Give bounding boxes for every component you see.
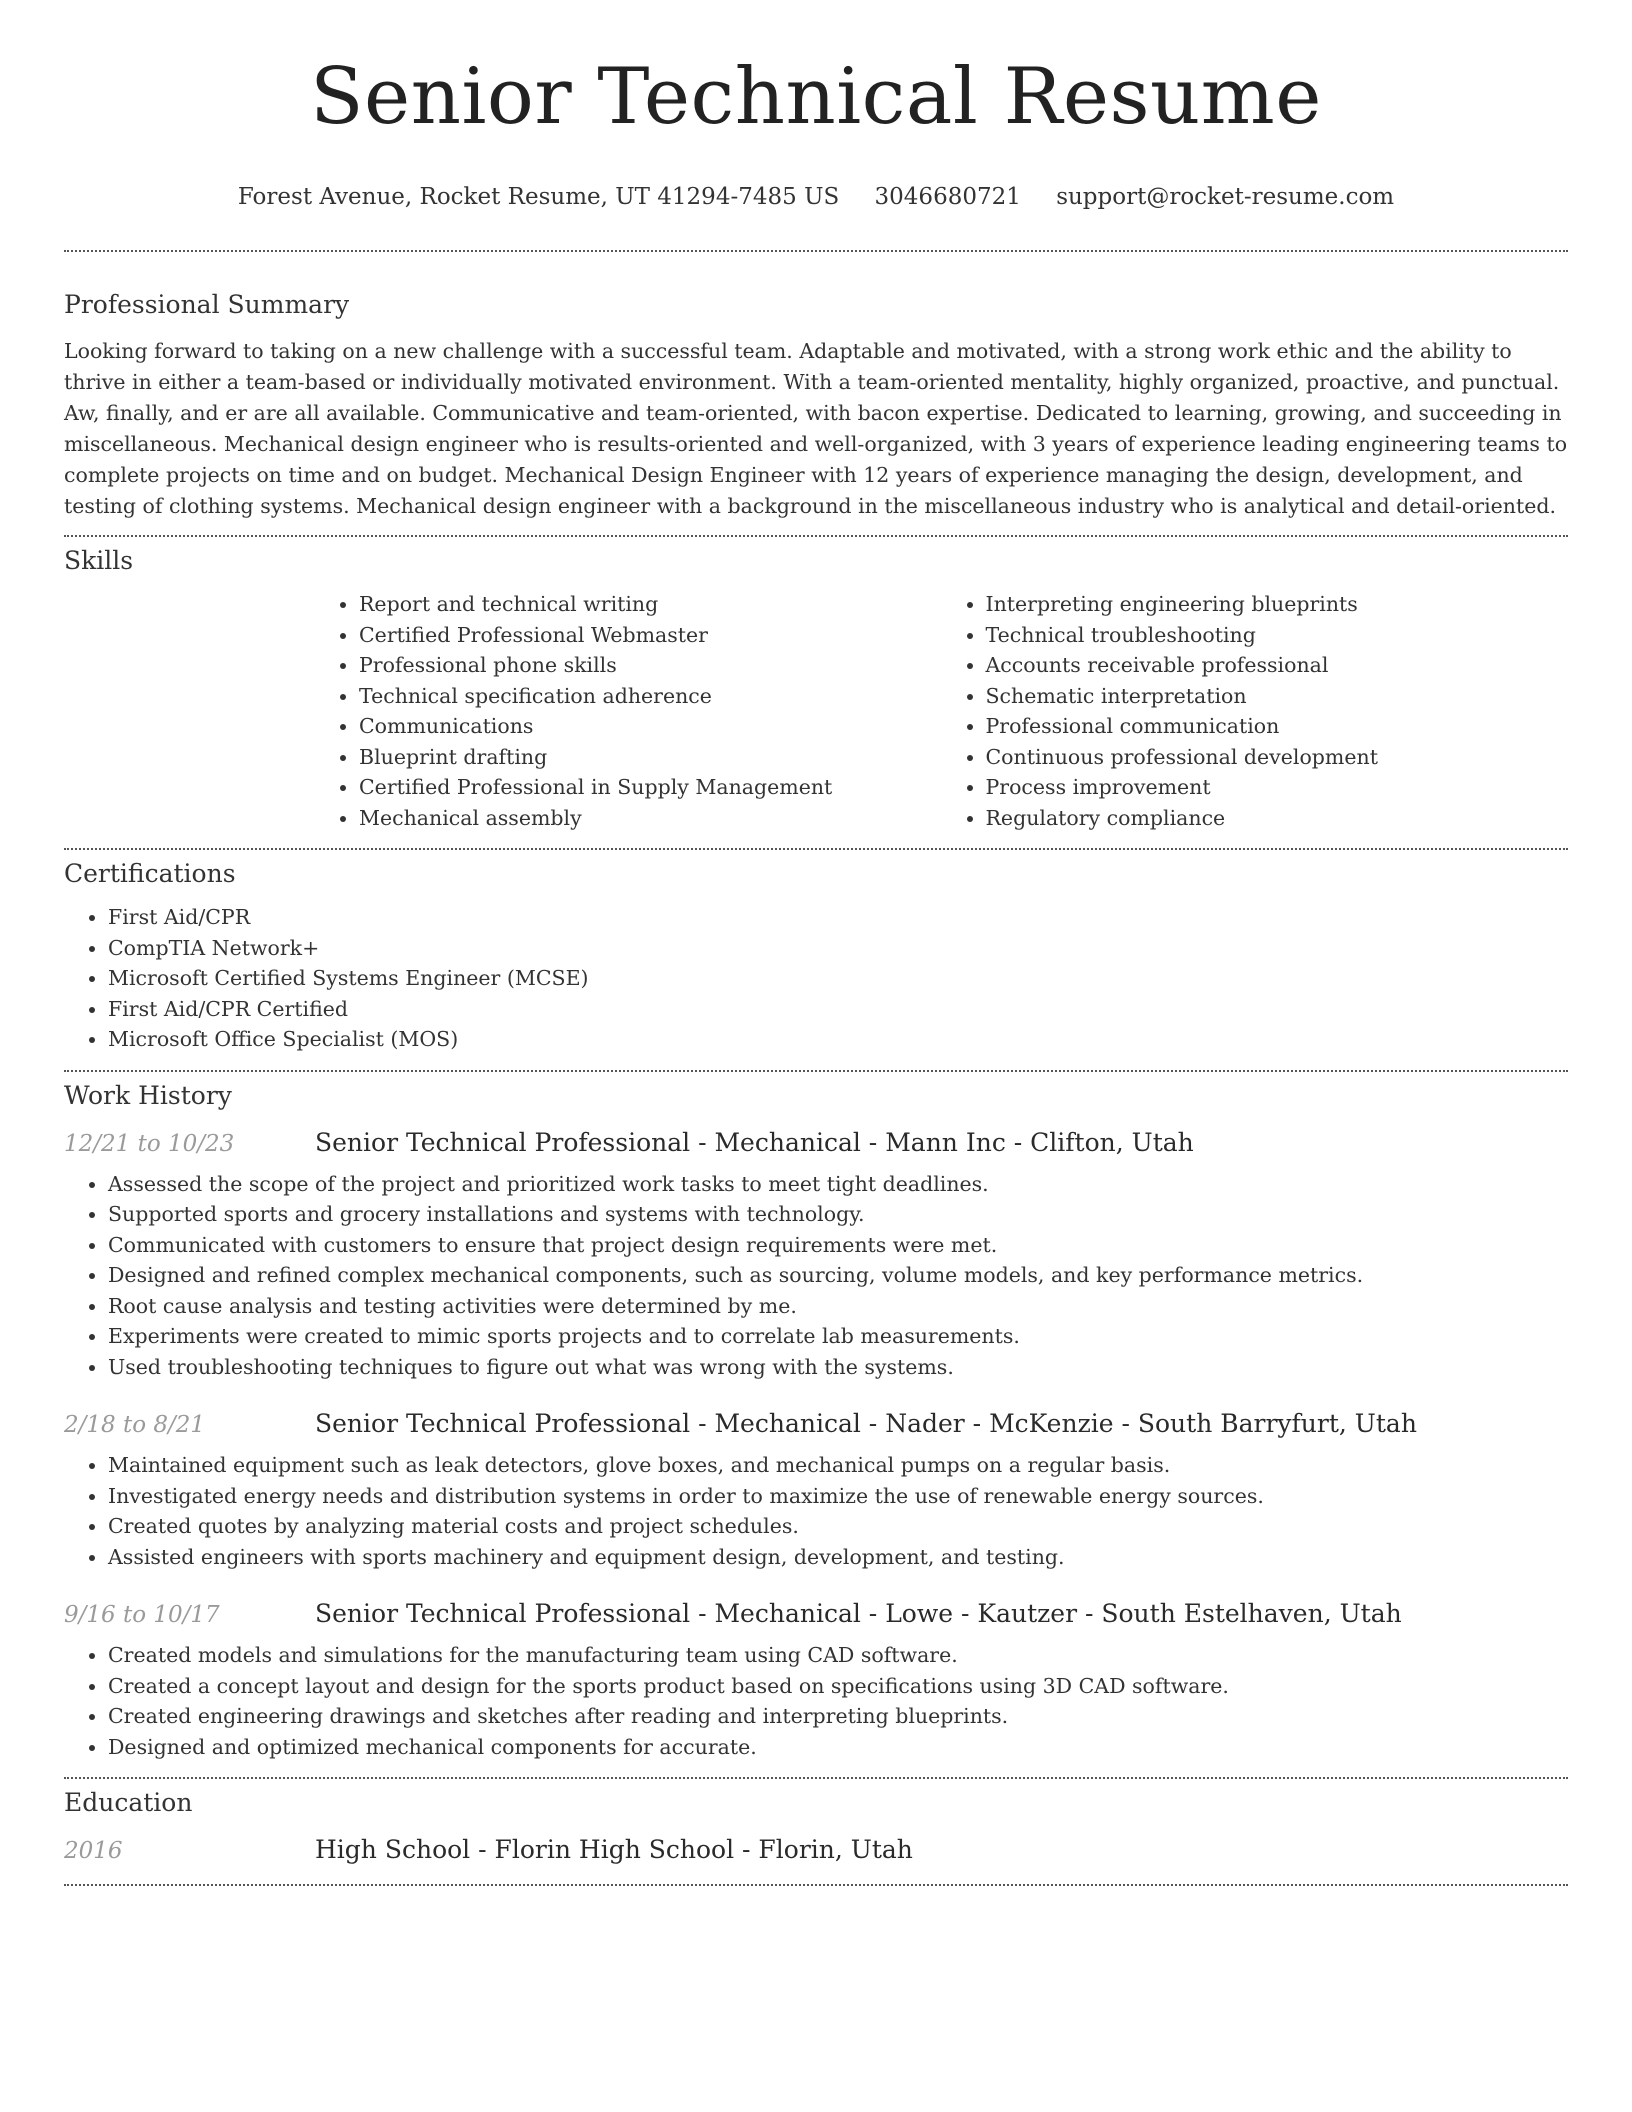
job-header — [64, 1409, 1568, 1438]
job-bullets — [64, 1450, 1568, 1572]
job-header — [64, 1128, 1568, 1157]
section-title-summary: Professional Summary — [64, 290, 350, 319]
list-item: • Interpreting engineering blueprints — [986, 589, 1569, 620]
list-item: • Schematic interpretation — [986, 681, 1569, 712]
section-title-skills: Skills — [64, 546, 134, 575]
list-item: • Certified Professional Webmaster — [359, 620, 942, 651]
job-entry — [64, 1409, 1568, 1572]
skills-columns — [315, 589, 1568, 833]
summary-section — [64, 290, 1568, 522]
list-item: • Created quotes by analyzing material costs and project schedules. — [108, 1511, 1568, 1542]
list-item: • Created models and simulations for the manufacturing team using CAD software. — [108, 1640, 1568, 1671]
list-item: • Technical specification adherence — [359, 681, 942, 712]
list-item: • Created a concept layout and design for the sports product based on specifications using 3D CAD software. — [108, 1671, 1568, 1702]
list-item: • Designed and refined complex mechanical components, such as sourcing, volume models, and key performance metrics. — [108, 1260, 1568, 1291]
list-item: • Process improvement — [986, 772, 1569, 803]
section-title-education: Education — [64, 1788, 193, 1817]
skills-section — [64, 546, 1568, 833]
list-item: • Designed and optimized mechanical components for accurate. — [108, 1732, 1568, 1763]
resume-title: Senior Technical Resume — [310, 52, 1322, 142]
phone: 3046680721 — [874, 184, 1021, 210]
email: support@rocket-resume.com — [1056, 184, 1395, 210]
job-title: Senior Technical Professional - Mechanical - Nader - McKenzie - South Barryfurt, Utah — [315, 1409, 1417, 1438]
list-item: • Blueprint drafting — [359, 742, 942, 773]
address: Forest Avenue, Rocket Resume, UT 41294-7485 US — [237, 184, 840, 210]
contact-line — [64, 182, 1568, 212]
job-bullets — [64, 1640, 1568, 1762]
education-year: 2016 — [64, 1838, 123, 1864]
list-item: • Experiments were created to mimic sports projects and to correlate lab measurements. — [108, 1321, 1568, 1352]
list-item: • Professional communication — [986, 711, 1569, 742]
education-entry — [64, 1835, 1568, 1864]
list-item: • Microsoft Certified Systems Engineer (MCSE) — [108, 963, 1568, 994]
job-header — [64, 1599, 1568, 1628]
certifications-list — [64, 902, 1568, 1055]
list-item: • CompTIA Network+ — [108, 933, 1568, 964]
education-degree: High School - Florin High School - Florin, Utah — [315, 1835, 913, 1864]
divider — [64, 1070, 1568, 1072]
divider — [64, 848, 1568, 850]
list-item: • Accounts receivable professional — [986, 650, 1569, 681]
job-dates: 2/18 to 8/21 — [64, 1412, 206, 1438]
list-item: • Supported sports and grocery installations and systems with technology. — [108, 1199, 1568, 1230]
job-bullets — [64, 1169, 1568, 1383]
summary-text: Looking forward to taking on a new challenge with a successful team. Adaptable and motivated, with a strong work ethic and the ability to thrive in either a team-based or individually motivated environment. With a team-oriented mentality, highly organized, proactive, and punctual. Aw, finally, and er are all available. Communicative and team-oriented, with bacon expertise. Dedicated to learning, growing, and succeeding in miscellaneous. Mechanical design engineer who is results-oriented and well-organized, with 3 years of experience leading engineering teams to complete projects on time and on budget. Mechanical Design Engineer with 12 years of experience managing the design, development, and testing of clothing systems. Mechanical design engineer with a background in the miscellaneous industry who is analytical and detail-oriented. — [64, 339, 1568, 518]
list-item: • Microsoft Office Specialist (MOS) — [108, 1024, 1568, 1055]
education-section — [64, 1788, 1568, 1864]
section-title-work-history: Work History — [64, 1080, 232, 1110]
job-title: Senior Technical Professional - Mechanical - Lowe - Kautzer - South Estelhaven, Utah — [315, 1599, 1402, 1628]
work-history-section — [64, 1081, 1568, 1763]
list-item: • Regulatory compliance — [986, 803, 1569, 834]
list-item: • Communications — [359, 711, 942, 742]
job-entry — [64, 1599, 1568, 1762]
divider — [64, 250, 1568, 252]
list-item: • Communicated with customers to ensure that project design requirements were met. — [108, 1230, 1568, 1261]
job-title: Senior Technical Professional - Mechanical - Mann Inc - Clifton, Utah — [315, 1127, 1194, 1157]
list-item: • Certified Professional in Supply Management — [359, 772, 942, 803]
list-item: • First Aid/CPR — [108, 902, 1568, 933]
job-dates: 12/21 to 10/23 — [64, 1130, 235, 1157]
list-item: • Created engineering drawings and sketches after reading and interpreting blueprints. — [108, 1701, 1568, 1732]
job-entry — [64, 1128, 1568, 1383]
skills-list-right — [942, 589, 1569, 833]
list-item: • Root cause analysis and testing activities were determined by me. — [108, 1291, 1568, 1322]
section-title-certifications: Certifications — [64, 859, 236, 888]
certifications-section — [64, 859, 1568, 1055]
list-item: • First Aid/CPR Certified — [108, 994, 1568, 1025]
list-item: • Assessed the scope of the project and prioritized work tasks to meet tight deadlines. — [108, 1169, 1568, 1200]
list-item: • Maintained equipment such as leak detectors, glove boxes, and mechanical pumps on a regular basis. — [108, 1450, 1568, 1481]
list-item: • Mechanical assembly — [359, 803, 942, 834]
list-item: • Used troubleshooting techniques to figure out what was wrong with the systems. — [108, 1352, 1568, 1383]
list-item: • Assisted engineers with sports machinery and equipment design, development, and testing. — [108, 1542, 1568, 1573]
divider — [64, 535, 1568, 537]
job-dates: 9/16 to 10/17 — [64, 1602, 220, 1628]
list-item: • Technical troubleshooting — [986, 620, 1569, 651]
list-item: • Investigated energy needs and distribution systems in order to maximize the use of renewable energy sources. — [108, 1481, 1568, 1512]
divider — [64, 1777, 1568, 1779]
divider — [64, 1884, 1568, 1886]
list-item: • Continuous professional development — [986, 742, 1569, 773]
list-item: • Professional phone skills — [359, 650, 942, 681]
skills-list-left — [315, 589, 942, 833]
list-item: • Report and technical writing — [359, 589, 942, 620]
